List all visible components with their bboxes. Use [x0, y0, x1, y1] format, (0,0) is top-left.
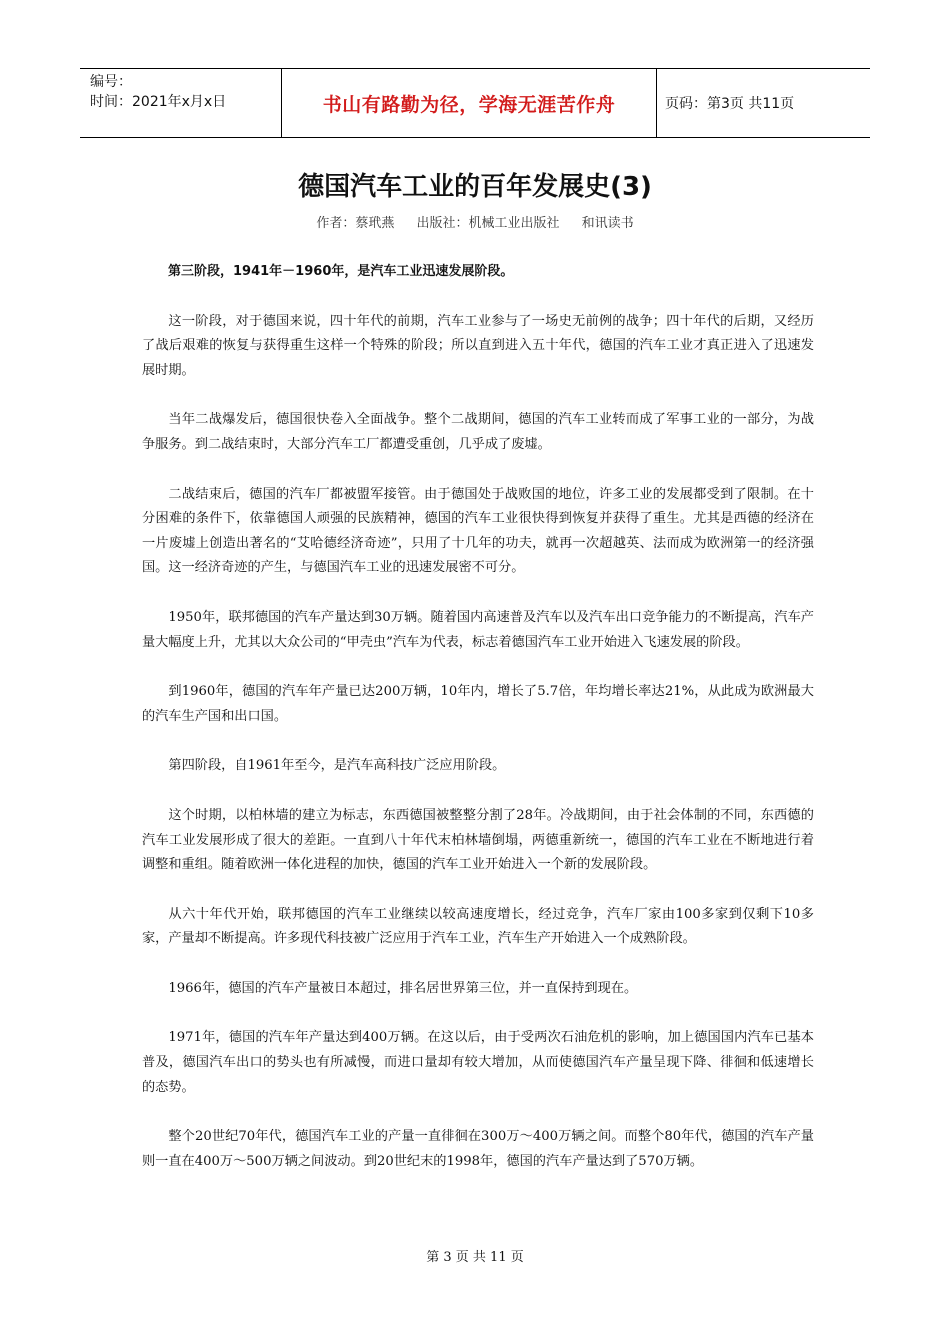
paragraph: 当年二战爆发后，德国很快卷入全面战争。整个二战期间，德国的汽车工业转而成了军事工业的一部分，为战争服务。到二战结束时，大部分汽车工厂都遭受重创，几乎成了废墟。 — [142, 412, 814, 452]
paragraph: 这一阶段，对于德国来说，四十年代的前期，汽车工业参与了一场史无前例的战争；四十年代的后期，又经历了战后艰难的恢复与获得重生这样一个特殊的阶段；所以直到进入五十年代，德国的汽车工业才真正进入了迅速发展时期。 — [142, 313, 814, 378]
paragraph: 这个时期，以柏林墙的建立为标志，东西德国被整整分割了28年。冷战期间，由于社会体制的不同，东西德的汽车工业发展形成了很大的差距。一直到八十年代末柏林墙倒塌，两德重新统一，德国的汽车工业在不断地进行着调整和重组。随着欧洲一体化进程的加快，德国的汽车工业开始进入一个新的发展阶段。 — [142, 807, 814, 873]
page-header — [80, 68, 870, 138]
header-page-info: 页码：第3页 共11页 — [665, 96, 795, 112]
paragraph: 到1960年，德国的汽车年产量已达200万辆，10年内，增长了5.7倍，年均增长率达21%，从此成为欧洲最大的汽车生产国和出口国。 — [142, 684, 814, 724]
publisher: 出版社：机械工业出版社 — [416, 216, 560, 231]
paragraph: 整个20世纪70年代，德国汽车工业的产量一直徘徊在300万～400万辆之间。而整个80年代，德国的汽车产量则一直在400万～500万辆之间波动。到20世纪末的1998年，德国的汽车产量达到了570万辆。 — [142, 1129, 814, 1169]
paragraph: 从六十年代开始，联邦德国的汽车工业继续以较高速度增长，经过竞争，汽车厂家由100多家到仅剩下10多家，产量却不断提高。许多现代科技被广泛应用于汽车工业，汽车生产开始进入一个成熟阶段。 — [142, 906, 814, 947]
paragraph: 1971年，德国的汽车年产量达到400万辆。在这以后，由于受两次石油危机的影响，加上德国国内汽车已基本普及，德国汽车出口的势头也有所减慢，而进口量却有较大增加，从而使德国汽车产量呈现下降、徘徊和低速增长的态势。 — [142, 1030, 814, 1095]
page-footer: 第 3 页 共 11 页 — [426, 1250, 524, 1265]
paragraph: 1966年，德国的汽车产量被日本超过，排名居世界第三位，并一直保持到现在。 — [168, 980, 638, 996]
number-label: 编号： — [90, 74, 132, 90]
article-body — [142, 260, 814, 1199]
paragraph: 二战结束后，德国的汽车厂都被盟军接管。由于德国处于战败国的地位，许多工业的发展都受到了限制。在十分困难的条件下，依靠德国人顽强的民族精神，德国的汽车工业很快得到恢复并获得了重生。尤其是西德的经济在一片废墟上创造出著名的“艾哈德经济奇迹”，只用了十几年的功夫，就再一次超越英、法而成为欧洲第一的经济强国。这一经济奇迹的产生，与德国汽车工业的迅速发展密不可分。 — [142, 486, 814, 576]
section-heading: 第四阶段，自1961年至今，是汽车高科技广泛应用阶段。 — [168, 758, 506, 774]
author: 作者：蔡玳燕 — [316, 216, 395, 231]
paragraph: 1950年，联邦德国的汽车产量达到30万辆。随着国内高速普及汽车以及汽车出口竞争能力的不断提高，汽车产量大幅度上升，尤其以大众公司的“甲壳虫”汽车为代表，标志着德国汽车工业开始进入飞速发展的阶段。 — [142, 609, 814, 650]
source: 和讯读书 — [581, 216, 634, 231]
time-label: 时间：2021年x月x日 — [90, 94, 227, 110]
document-title: 德国汽车工业的百年发展史(3) — [298, 172, 652, 202]
section-heading: 第三阶段，1941年－1960年，是汽车工业迅速发展阶段。 — [168, 264, 514, 279]
byline — [0, 212, 950, 231]
header-meta — [80, 69, 282, 137]
header-motto: 书山有路勤为径，学海无涯苦作舟 — [282, 69, 657, 137]
